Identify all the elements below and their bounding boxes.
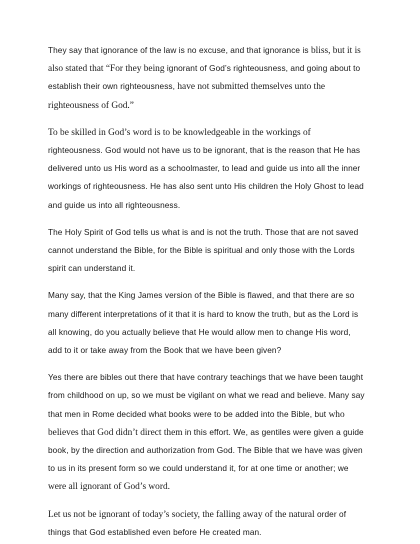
text-run: Let us not be ignorant of today’s society, the falling away of the natural — [48, 509, 317, 520]
paragraph-king-james — [48, 285, 367, 358]
paragraph-skilled-in-word — [48, 122, 367, 213]
paragraph-todays-society — [48, 504, 367, 540]
paragraph-ignorance-of-law — [48, 40, 367, 113]
text-run: who believes that God didn’t direct them — [48, 409, 345, 438]
text-run: bliss, but it is also stated that “For they being — [48, 46, 361, 75]
text-run: The Holy Spirit of God tells us what is and is not the truth. Those that are not saved cannot understand the Bible, for the Bible is spiritual and only those with the Lords spirit can understand it. — [48, 227, 359, 274]
text-run: ignorant of God’s righteousness, and going about to establish their own righteousness, — [48, 64, 361, 92]
text-run: order of things that God established even before He created man. — [48, 509, 347, 537]
paragraph-contrary-bibles — [48, 367, 367, 494]
text-run: were all ignorant of God’s word. — [48, 482, 170, 493]
text-run: have not submitted themselves unto the righteousness of God.” — [48, 82, 326, 111]
text-run: They say that ignorance of the law is no excuse, and that ignorance is — [48, 46, 311, 55]
text-run: in this effort. We, as gentiles were given a guide book, by the direction and authorization from God. The Bible that we have was given to us in its present form so we could understand it, for at one time or another; we — [48, 427, 364, 474]
text-run: Many say, that the King James version of the Bible is flawed, and that there are so many different interpretations of it that it is hard to know the truth, but as the Lord is all knowing, do you actually believe that He would allow men to change His word, add to it or take away from the Book that we have been given? — [48, 291, 359, 356]
paragraph-holy-spirit — [48, 222, 367, 277]
text-run: To be skilled in God’s word is to be knowledgeable in the workings of — [48, 127, 311, 138]
text-run: Yes there are bibles out there that have contrary teachings that we have been taught from childhood on up, so we must be vigilant on what we read and believe. Many say that men in Rome decided what books were to be added into the Bible, but — [48, 373, 365, 419]
text-run: righteousness. God would not have us to be ignorant, that is the reason that He has delivered unto us His word as a schoolmaster, to lead and guide us into all the inner workings of righteousness. He has also sent unto His children the Holy Ghost to lead and guide us into all righteousness. — [48, 146, 364, 210]
